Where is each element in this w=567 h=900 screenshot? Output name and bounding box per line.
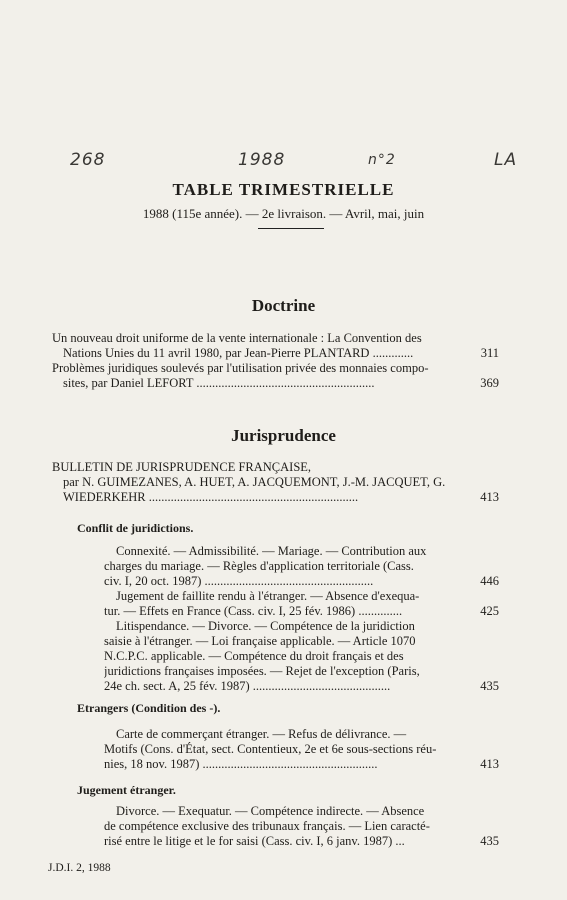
toc-entry-line: par N. GUIMEZANES, A. HUET, A. JACQUEMONT, J.-M. JACQUET, G. [63,475,446,489]
page-footer: J.D.I. 2, 1988 [48,862,111,874]
toc-page-number: 369 [480,376,499,390]
toc-entry-line: Litispendance. — Divorce. — Compétence de la juridiction [116,619,415,633]
toc-page-number: 435 [480,679,499,693]
toc-page-number: 311 [480,346,499,360]
toc-entry-line: sites, par Daniel LEFORT ......................................................... [63,376,375,390]
page-subtitle: 1988 (115e année). — 2e livraison. — Avril, mai, juin [142,206,425,221]
toc-entry-line: charges du mariage. — Règles d'application territoriale (Cass. [104,559,414,573]
toc-entry [104,544,502,589]
toc-entry-bulletin [52,460,502,505]
toc-entry-line: nies, 18 nov. 1987) ........................................................ [104,757,378,771]
handwritten-note-1: 268 [70,150,106,170]
toc-entry-line: Problèmes juridiques soulevés par l'utilisation privée des monnaies compo- [52,361,429,375]
section-heading-doctrine: Doctrine [251,296,316,315]
subsection-heading: Etrangers (Condition des -). [77,701,221,715]
toc-entry [104,804,502,849]
toc-entry [104,727,502,772]
subsection-heading: Jugement étranger. [77,783,176,797]
toc-entry-line: tur. — Effets en France (Cass. civ. I, 25 fév. 1986) .............. [104,604,403,618]
toc-entry-line: risé entre le litige et le for saisi (Cass. civ. I, 6 janv. 1987) ... [104,834,405,848]
toc-entry-line: juridictions françaises imposées. — Rejet de l'exception (Paris, [104,664,420,678]
handwritten-note-2: 1988 [238,150,286,170]
subsection-heading: Conflit de juridictions. [77,521,194,535]
toc-page-number: 425 [480,604,499,618]
toc-page-number: 435 [480,834,499,848]
toc-entry-line: Carte de commerçant étranger. — Refus de délivrance. — [116,727,407,741]
toc-entry-line: saisie à l'étranger. — Loi française applicable. — Article 1070 [104,634,416,648]
handwritten-note-4: LA [494,150,518,170]
toc-page-number: 446 [480,574,499,588]
section-heading-jurisprudence: Jurisprudence [231,426,336,445]
toc-entry [52,331,502,361]
toc-entry-line: Jugement de faillite rendu à l'étranger. — Absence d'exequa- [116,589,420,603]
toc-entry-line: Connexité. — Admissibilité. — Mariage. — Contribution aux [116,544,427,558]
title-divider [258,228,324,229]
handwritten-note-3: n°2 [368,152,396,168]
toc-entry [104,589,502,619]
page-title: TABLE TRIMESTRIELLE [172,180,395,199]
toc-entry [52,361,502,391]
toc-entry-line: de compétence exclusive des tribunaux français. — Lien caracté- [104,819,430,833]
toc-entry-line: WIEDERKEHR ................................................................... [63,490,359,504]
toc-entry-line: Un nouveau droit uniforme de la vente internationale : La Convention des [52,331,422,345]
toc-entry-line: civ. I, 20 oct. 1987) ...................................................... [104,574,374,588]
toc-entry-line: Nations Unies du 11 avril 1980, par Jean-Pierre PLANTARD ............. [63,346,414,360]
toc-page-number: 413 [480,490,499,504]
toc-entry-line: N.C.P.C. applicable. — Compétence du droit français et des [104,649,404,663]
toc-entry-line: Motifs (Cons. d'État, sect. Contentieux, 2e et 6e sous-sections réu- [104,742,437,756]
toc-entry-line: Divorce. — Exequatur. — Compétence indirecte. — Absence [116,804,425,818]
toc-entry-line: BULLETIN DE JURISPRUDENCE FRANÇAISE, [52,460,312,474]
toc-entry [104,619,502,694]
toc-entry-line: 24e ch. sect. A, 25 fév. 1987) ............................................ [104,679,391,693]
toc-page-number: 413 [480,757,499,771]
